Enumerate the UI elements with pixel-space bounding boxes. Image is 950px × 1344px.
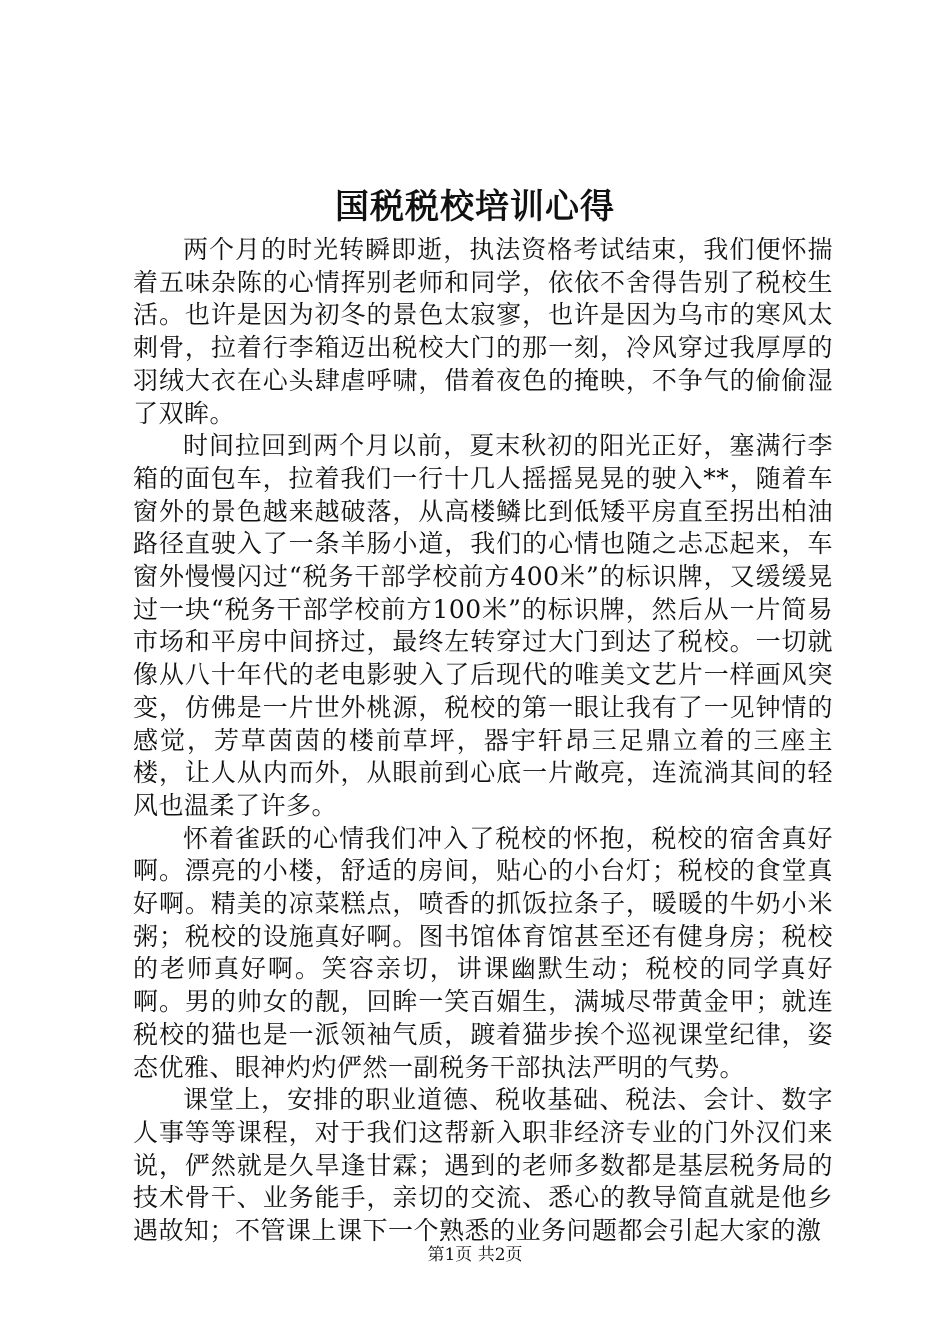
paragraph-3: 怀着雀跃的心情我们冲入了税校的怀抱，税校的宿舍真好啊。漂亮的小楼，舒适的房间，贴心的小台灯；税校的食堂真好啊。精美的凉菜糕点，喷香的抓饭拉条子，暖暖的牛奶小米粥；税校的设施真好啊。图书馆体育馆甚至还有健身房；税校的老师真好啊。笑容亲切，讲课幽默生动；税校的同学真好啊。男的帅女的靓，回眸一笑百媚生，满城尽带黄金甲；就连税校的猫也是一派领袖气质，踱着猫步挨个巡视课堂纪律，姿态优雅、眼神灼灼俨然一副税务干部执法严明的气势。 <box>133 823 833 1082</box>
page-footer: 第1页 共2页 <box>427 1245 523 1265</box>
document-body <box>133 234 833 1248</box>
paragraph-4: 课堂上，安排的职业道德、税收基础、税法、会计、数字人事等等课程，对于我们这帮新入职非经济专业的门外汉们来说，俨然就是久旱逢甘霖；遇到的老师多数都是基层税务局的技术骨干、业务能手，亲切的交流、悉心的教导简直就是他乡遇故知；不管课上课下一个熟悉的业务问题都会引起大家的激 <box>133 1085 833 1246</box>
paragraph-1: 两个月的时光转瞬即逝，执法资格考试结束，我们便怀揣着五味杂陈的心情挥别老师和同学，依依不舍得告别了税校生活。也许是因为初冬的景色太寂寥，也许是因为乌市的寒风太刺骨，拉着行李箱迈出税校大门的那一刻，冷风穿过我厚厚的羽绒大衣在心头肆虐呼啸，借着夜色的掩映，不争气的偷偷湿了双眸。 <box>133 235 833 428</box>
document-title: 国税税校培训心得 <box>335 187 615 227</box>
paragraph-2: 时间拉回到两个月以前，夏末秋初的阳光正好，塞满行李箱的面包车，拉着我们一行十几人摇摇晃晃的驶入**，随着车窗外的景色越来越破落，从高楼鳞比到低矮平房直至拐出柏油路径直驶入了一条羊肠小道，我们的心情也随之忐忑起来，车窗外慢慢闪过“税务干部学校前方400米”的标识牌，又缓缓晃过一块“税务干部学校前方100米”的标识牌，然后从一片简易市场和平房中间挤过，最终左转穿过大门到达了税校。一切就像从八十年代的老电影驶入了后现代的唯美文艺片一样画风突变，仿佛是一片世外桃源，税校的第一眼让我有了一见钟情的感觉，芳草茵茵的楼前草坪，器宇轩昂三足鼎立着的三座主楼，让人从内而外，从眼前到心底一片敞亮，连流淌其间的轻风也温柔了许多。 <box>133 431 833 820</box>
